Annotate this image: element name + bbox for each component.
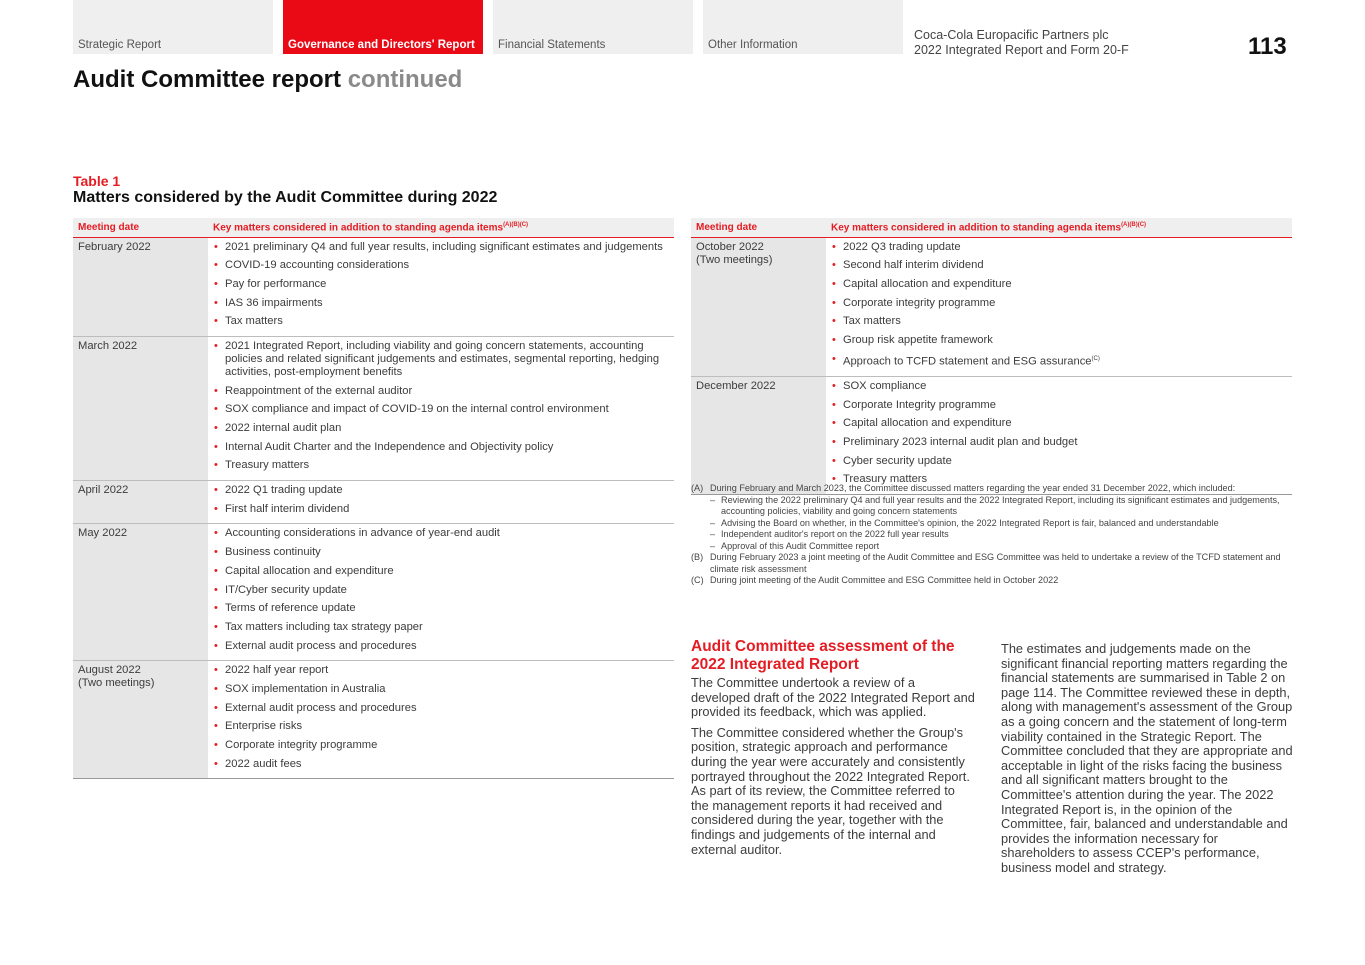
matter-text: Accounting considerations in advance of year-end audit (225, 527, 500, 540)
meeting-date-cell (691, 377, 826, 495)
matter-text: 2022 Q1 trading update (225, 484, 343, 497)
matter-text: Tax matters including tax strategy paper (225, 620, 423, 633)
tab-label: Governance and Directors' Report (288, 39, 475, 51)
tab-other-information[interactable] (703, 0, 903, 54)
page-title (73, 66, 462, 94)
matters-list-item (832, 315, 1292, 328)
matter-text: Pay for performance (225, 277, 327, 290)
matters-table-right (691, 218, 1292, 495)
matters-cell (208, 661, 674, 779)
column-header-date: Meeting date (691, 218, 826, 237)
meeting-date: April 2022 (78, 484, 129, 497)
matters-list-item (214, 664, 674, 677)
tab-label: Financial Statements (498, 39, 606, 51)
matters-list-item (832, 380, 1292, 393)
page-title-suffix: continued (347, 66, 463, 93)
meeting-date-cell (73, 237, 208, 336)
matters-list-item (214, 739, 674, 752)
matters-list (214, 527, 674, 652)
footnote-a-item: – Independent auditor's report on the 2022 full year results (710, 529, 1291, 541)
matters-list (832, 380, 1292, 486)
matters-list-item (214, 758, 674, 771)
column-header-date: Meeting date (73, 218, 208, 237)
tab-strategic-report[interactable] (73, 0, 273, 54)
tab-governance[interactable] (283, 0, 483, 54)
matter-text: Business continuity (225, 546, 321, 559)
matters-list-item (214, 403, 674, 416)
matters-list-item (832, 455, 1292, 468)
table-row (73, 524, 674, 661)
matter-text: COVID-19 accounting considerations (225, 259, 410, 272)
matters-list-item (214, 259, 674, 272)
matters-list-item (214, 422, 674, 435)
assessment-heading: Audit Committee assessment of the 2022 Integrated Report (691, 638, 955, 673)
page-title-main: Audit Committee report (73, 66, 342, 93)
matter-text: Tax matters (225, 315, 283, 328)
matter-text: Capital allocation and expenditure (225, 564, 394, 577)
document-title-line2: 2022 Integrated Report and Form 20-F (914, 43, 1129, 57)
matters-list (214, 484, 674, 516)
matters-list-item (214, 297, 674, 310)
matter-text: Second half interim dividend (843, 259, 984, 272)
matters-list-item (214, 441, 674, 454)
assessment-paragraph: The estimates and judgements made on the significant financial reporting matters regarding the financial statements are summarised in Table 2 on page 114. The Committee reviewed these in depth, along with management's assessment of the Group as a going concern and the statement of long-term viability contained in the Strategic Report. The Committee concluded that they are appropriate and acceptable in light of the risks facing the business and all significant matters brought to the Committee's attention during the year. The 2022 Integrated Report is, in the opinion of the Committee, fair, balanced and understandable and provides the information necessary for shareholders to assess CCEP's performance, business model and strategy. (1001, 641, 1293, 875)
matters-cell (208, 237, 674, 336)
column-header-matters (826, 218, 1292, 237)
footnote-ref: (C) (1091, 355, 1100, 362)
matters-cell (208, 336, 674, 480)
assessment-column-2 (1001, 642, 1293, 882)
matters-list-item (214, 546, 674, 559)
footnote-text: During February 2023 a joint meeting of the Audit Committee and ESG Committee was held to undertake a review of the TCFD statement and climate risk assessment (710, 552, 1281, 574)
matter-text: Capital allocation and expenditure (843, 417, 1012, 430)
meeting-date: October 2022 (696, 240, 764, 253)
matters-list-item (214, 602, 674, 615)
matter-text: SOX compliance (843, 380, 927, 393)
matters-list-item (832, 241, 1292, 254)
matter-text: External audit process and procedures (225, 639, 417, 652)
table-footnotes (691, 483, 1291, 587)
footnote-b (691, 552, 1291, 575)
matter-text: Preliminary 2023 internal audit plan and budget (843, 436, 1078, 449)
matter-text: IAS 36 impairments (225, 296, 323, 309)
matter-text: 2021 Integrated Report, including viability and going concern statements, accounting policies and related significant judgements and estimates, segmental reporting, hedging activities, post-employment benefits (225, 339, 660, 378)
column-header-matters-text: Key matters considered in addition to standing agenda items (213, 221, 504, 233)
footnote-a-item: – Advising the Board on whether, in the Committee's opinion, the 2022 Integrated Report is fair, balanced and understandable (710, 518, 1291, 530)
matters-list-item (832, 297, 1292, 310)
table-row (73, 661, 674, 779)
matter-text: Capital allocation and expenditure (843, 277, 1012, 290)
meeting-date-note: (Two meetings) (696, 253, 773, 266)
matters-list-item (832, 417, 1292, 430)
meeting-date: August 2022 (78, 664, 141, 677)
matter-text: External audit process and procedures (225, 701, 417, 714)
matters-list (832, 241, 1292, 369)
page-number: 113 (1248, 33, 1287, 60)
matters-cell (826, 237, 1292, 377)
matters-list-item (214, 584, 674, 597)
matters-list (214, 664, 674, 770)
tab-financial-statements[interactable] (493, 0, 693, 54)
matters-list-item (832, 399, 1292, 412)
matter-text: Treasury matters (225, 459, 310, 472)
matter-text: Cyber security update (843, 454, 952, 467)
matters-list-item (214, 565, 674, 578)
column-header-footnote-ref: (A)(B)(C) (503, 221, 529, 228)
table-row (691, 377, 1292, 495)
matters-list-item (214, 683, 674, 696)
matter-text: SOX compliance and impact of COVID-19 on the internal control environment (225, 403, 609, 416)
column-header-matters (208, 218, 674, 237)
matters-list-item (214, 241, 674, 254)
document-title (914, 28, 1129, 58)
matters-list-item (214, 484, 674, 497)
footnote-a (691, 483, 1291, 552)
matter-text: Group risk appetite framework (843, 333, 993, 346)
footnote-c (691, 575, 1291, 587)
meeting-date-cell (73, 661, 208, 779)
matter-text: Corporate integrity programme (225, 739, 378, 751)
matters-list-item (214, 702, 674, 715)
matters-cell (208, 524, 674, 661)
matters-list-item (214, 503, 674, 516)
footnote-a-item: – Reviewing the 2022 preliminary Q4 and full year results and the 2022 Integrated Report, including its significant estimates and judgements, accounting policies, viability and going concern statements (710, 495, 1291, 518)
table-row (73, 336, 674, 480)
matter-text: IT/Cyber security update (225, 583, 347, 596)
matter-text: Terms of reference update (225, 602, 356, 615)
meeting-date-cell (73, 481, 208, 524)
footnote-a-list (710, 495, 1291, 553)
matters-list-item (214, 278, 674, 291)
matters-list-item (832, 353, 1292, 369)
matters-list-item (832, 334, 1292, 347)
meeting-date-cell (691, 237, 826, 377)
tab-label: Other Information (708, 39, 798, 51)
matter-text: Enterprise risks (225, 720, 303, 733)
meeting-date-cell (73, 524, 208, 661)
assessment-column-1 (691, 676, 976, 863)
matters-list-item (832, 278, 1292, 291)
matters-list (214, 241, 674, 329)
section-nav (73, 0, 913, 54)
footnote-text: During February and March 2023, the Committee discussed matters regarding the year ended 31 December 2022, which included: (710, 483, 1236, 493)
table-label: Table 1 (73, 173, 121, 189)
meeting-date: February 2022 (78, 240, 151, 253)
matters-list-item (832, 436, 1292, 449)
footnote-a-item: – Approval of this Audit Committee report (710, 541, 1291, 553)
document-title-line1: Coca-Cola Europacific Partners plc (914, 28, 1109, 42)
matters-cell (826, 377, 1292, 495)
table-row (73, 237, 674, 336)
matter-text: 2022 audit fees (225, 757, 302, 770)
matter-text: Tax matters (843, 315, 901, 328)
footnote-mark: (A) (691, 483, 704, 493)
matter-text: 2022 half year report (225, 664, 329, 677)
matter-text: Reappointment of the external auditor (225, 384, 413, 397)
matters-list (214, 340, 674, 472)
footnote-mark: (C) (691, 575, 704, 585)
matters-list-item (214, 527, 674, 540)
matters-list-item (214, 315, 674, 328)
column-header-matters-text: Key matters considered in addition to standing agenda items (831, 221, 1122, 233)
table-row (691, 237, 1292, 377)
meeting-date: March 2022 (78, 339, 138, 352)
matter-text: Corporate integrity programme (843, 296, 996, 309)
meeting-date-cell (73, 336, 208, 480)
assessment-paragraph: The Committee considered whether the Group's position, strategic approach and performance during the year were accurately and consistently portrayed throughout the 2022 Integrated Report. As part of its review, the Committee referred to the management reports it had received and considered during the year, together with the findings and judgements of the internal and external auditor. (691, 724, 970, 857)
tab-label: Strategic Report (78, 39, 162, 51)
matters-list-item (832, 259, 1292, 272)
meeting-date: May 2022 (78, 527, 128, 540)
matters-list-item (214, 640, 674, 653)
matters-cell (208, 481, 674, 524)
footnote-mark: (B) (691, 552, 704, 562)
matter-text: Approach to TCFD statement and ESG assurance (843, 355, 1092, 368)
matter-text: 2022 internal audit plan (225, 422, 342, 434)
left-table-body (73, 237, 674, 779)
matter-text: Treasury matters (843, 473, 928, 486)
footnote-text: During joint meeting of the Audit Committee and ESG Committee held in October 2022 (710, 575, 1059, 585)
matters-list-item (214, 385, 674, 398)
meeting-date-note: (Two meetings) (78, 677, 155, 690)
matters-list-item (214, 621, 674, 634)
matter-text: Internal Audit Charter and the Independence and Objectivity policy (225, 440, 554, 453)
matters-list-item (214, 720, 674, 733)
matter-text: First half interim dividend (225, 502, 350, 515)
meeting-date: December 2022 (696, 380, 776, 393)
matter-text: 2021 preliminary Q4 and full year results, including significant estimates and judgements (225, 240, 663, 253)
table-row (73, 481, 674, 524)
matter-text: SOX implementation in Australia (225, 682, 386, 695)
right-table-body (691, 237, 1292, 495)
matters-list-item (214, 459, 674, 472)
table-title: Matters considered by the Audit Committee during 2022 (73, 189, 498, 206)
matter-text: Corporate Integrity programme (843, 398, 996, 411)
matter-text: 2022 Q3 trading update (843, 240, 961, 253)
assessment-paragraph: The Committee undertook a review of a developed draft of the 2022 Integrated Report and provided its feedback, which was applied. (691, 675, 975, 720)
matters-list-item (214, 340, 674, 379)
matters-table-left (73, 218, 674, 779)
column-header-footnote-ref: (A)(B)(C) (1121, 221, 1147, 228)
